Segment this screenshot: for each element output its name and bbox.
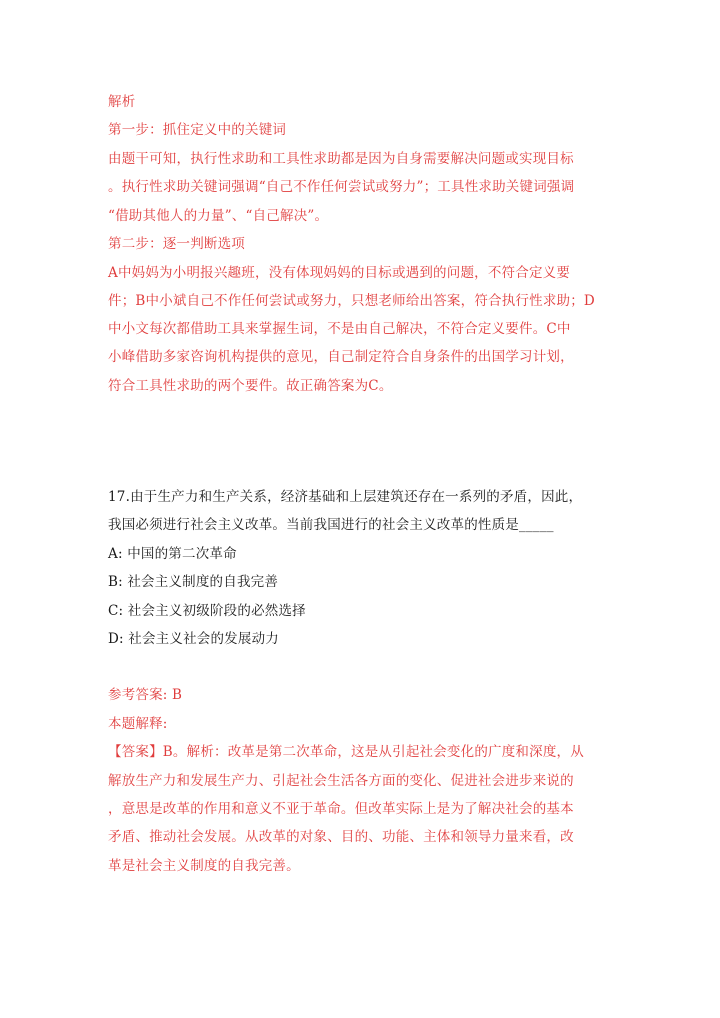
step2-heading: 第二步：逐一判断选项 bbox=[108, 236, 245, 252]
explanation-line: 解放生产力和发展生产力、引起社会生活各方面的变化、促进社会进步来说的 bbox=[108, 773, 574, 789]
reference-answer: 参考答案: B bbox=[108, 687, 183, 703]
analysis-line: 由题干可知，执行性求助和工具性求助都是因为自身需要解决问题或实现目标 bbox=[108, 151, 574, 167]
option-b: B: 社会主义制度的自我完善 bbox=[108, 574, 279, 590]
analysis-line: 中小文每次都借助工具来掌握生词，不是由自己解决，不符合定义要件。C中 bbox=[108, 321, 571, 337]
option-d: D: 社会主义社会的发展动力 bbox=[108, 631, 279, 647]
option-a: A: 中国的第二次革命 bbox=[108, 546, 237, 562]
analysis-heading: 解析 bbox=[108, 94, 136, 110]
question-stem: 我国必须进行社会主义改革。当前我国进行的社会主义改革的性质是_____ bbox=[108, 517, 554, 533]
step1-heading: 第一步：抓住定义中的关键词 bbox=[108, 122, 287, 138]
explanation-line: 矛盾、推动社会发展。从改革的对象、目的、功能、主体和领导力量来看，改 bbox=[108, 829, 574, 845]
analysis-line: 小峰借助多家咨询机构提供的意见，自己制定符合自身条件的出国学习计划， bbox=[108, 349, 574, 365]
question-stem: 17.由于生产力和生产关系，经济基础和上层建筑还存在一系列的矛盾，因此， bbox=[108, 489, 583, 505]
analysis-line: 符合工具性求助的两个要件。故正确答案为C。 bbox=[108, 378, 393, 394]
analysis-line: A中妈妈为小明报兴趣班，没有体现妈妈的目标或遇到的问题，不符合定义要 bbox=[108, 265, 571, 281]
explanation-line: 革是社会主义制度的自我完善。 bbox=[108, 858, 300, 874]
option-c: C: 社会主义初级阶段的必然选择 bbox=[108, 603, 306, 619]
explanation-line: 【答案】B。解析：改革是第二次革命，这是从引起社会变化的广度和深度，从 bbox=[108, 744, 584, 760]
explanation-line: ，意思是改革的作用和意义不亚于革命。但改革实际上是为了解决社会的基本 bbox=[108, 801, 574, 817]
analysis-line: 件；B中小斌自己不作任何尝试或努力，只想老师给出答案，符合执行性求助；D bbox=[108, 293, 595, 309]
analysis-line: “借助其他人的力量”、“自己解决”。 bbox=[108, 208, 329, 224]
analysis-line: 。执行性求助关键词强调“自己不作任何尝试或努力”；工具性求助关键词强调 bbox=[108, 179, 575, 195]
explanation-label: 本题解释: bbox=[108, 716, 168, 732]
